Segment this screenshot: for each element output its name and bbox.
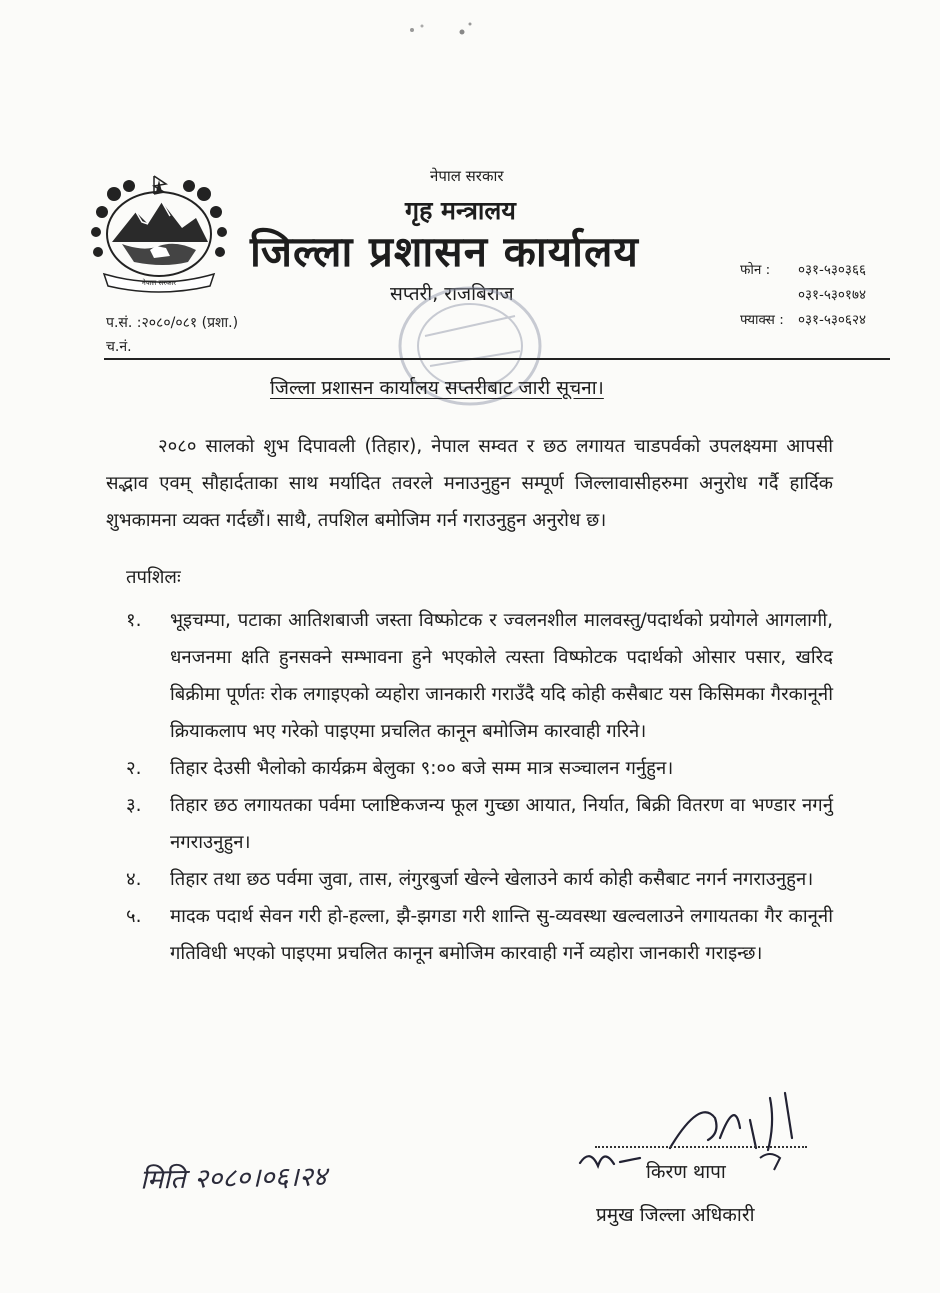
list-item: २. तिहार देउसी भैलोको कार्यक्रम बेलुका ९:०० बजे सम्म मात्र सञ्चालन गर्नुहुन। — [126, 758, 674, 779]
letter-number: प.सं. :२०८०/०८१ (प्रशा.) — [106, 315, 239, 331]
header-divider — [104, 358, 890, 360]
government-name: नेपाल सरकार — [430, 167, 504, 185]
dispatch-number: च.नं. — [106, 339, 132, 355]
contact-info — [740, 258, 866, 333]
notice-heading: जिल्ला प्रशासन कार्यालय सप्तरीबाट जारी सूचना। — [270, 377, 604, 399]
list-item: १. भूइचम्पा, पटाका आतिशबाजी जस्ता विष्फोटक र ज्वलनशील मालवस्तु/पदार्थको प्रयोगले आगलागी, धनजनमा क्षति हुनसक्ने सम्भावना हुने भएकोले त्यस्ता विष्फोटक पदार्थको ओसार पसार, खरिद बिक्रीमा पूर्णतः रोक लगाइएको व्यहोरा जानकारी गराउँदै यदि कोही कसैबाट यस किसिमका गैरकानूनी क्रियाकलाप भए गरेको पाइएमा प्रचलित कानून बमोजिम कारवाही गरिने। — [126, 610, 833, 742]
details-label: तपशिलः — [126, 567, 181, 588]
intro-paragraph: २०८० सालको शुभ दिपावली (तिहार), नेपाल सम्वत र छठ लगायत चाडपर्वको उपलक्ष्यमा आपसी सद्भाव एवम् सौहार्दताका साथ मर्यादित तवरले मनाउनुहुन सम्पूर्ण जिल्लावासीहरुमा अनुरोध गर्दै हार्दिक शुभकामना व्यक्त गर्दछौं। साथै, तपशिल बमोजिम गर्न गराउनुहुन अनुरोध छ। — [106, 436, 833, 531]
phone-1: फोन : ०३१-५३०३६६ — [739, 262, 866, 278]
signature-line — [595, 1146, 807, 1148]
officer-name: किरण थापा — [646, 1161, 726, 1183]
list-item: ३. तिहार छठ लगायतका पर्वमा प्लाष्टिकजन्य फूल गुच्छा आयात, निर्यात, बिक्री वितरण वा भण्डार नगर्नु नगराउनुहुन। — [126, 795, 833, 853]
reference-block — [106, 311, 238, 359]
fax: फ्याक्स : ०३१-५३०६२४ — [739, 312, 866, 328]
list-item: ४. तिहार तथा छठ पर्वमा जुवा, तास, लंगुरबुर्जा खेल्ने खेलाउने कार्य कोही कसैबाट नगर्न नगराउनुहुन। — [126, 869, 814, 890]
office-name: जिल्ला प्रशासन कार्यालय — [250, 227, 639, 276]
issue-date: मिति २०८०।०६।२४ — [139, 1161, 328, 1196]
emblem-caption: नेपाल सरकार — [141, 279, 177, 287]
instruction-list — [106, 602, 833, 972]
ministry-name: गृह मन्त्रालय — [405, 196, 516, 225]
officer-title: प्रमुख जिल्ला अधिकारी — [596, 1204, 755, 1226]
scan-smudge — [400, 12, 500, 42]
nepal-emblem-icon — [84, 172, 234, 297]
phone-2: ०३१-५३०१७४ — [797, 287, 866, 303]
office-location: सप्तरी, राजबिराज — [390, 283, 514, 305]
list-item: ५. मादक पदार्थ सेवन गरी हो-हल्ला, झै-झगडा गरी शान्ति सु-व्यवस्था खल्वलाउने लगायतका गैर कानूनी गतिविधी भएको पाइएमा प्रचलित कानून बमोजिम कारवाही गर्ने व्यहोरा जानकारी गराइन्छ। — [126, 906, 833, 964]
notice-body — [106, 428, 833, 972]
